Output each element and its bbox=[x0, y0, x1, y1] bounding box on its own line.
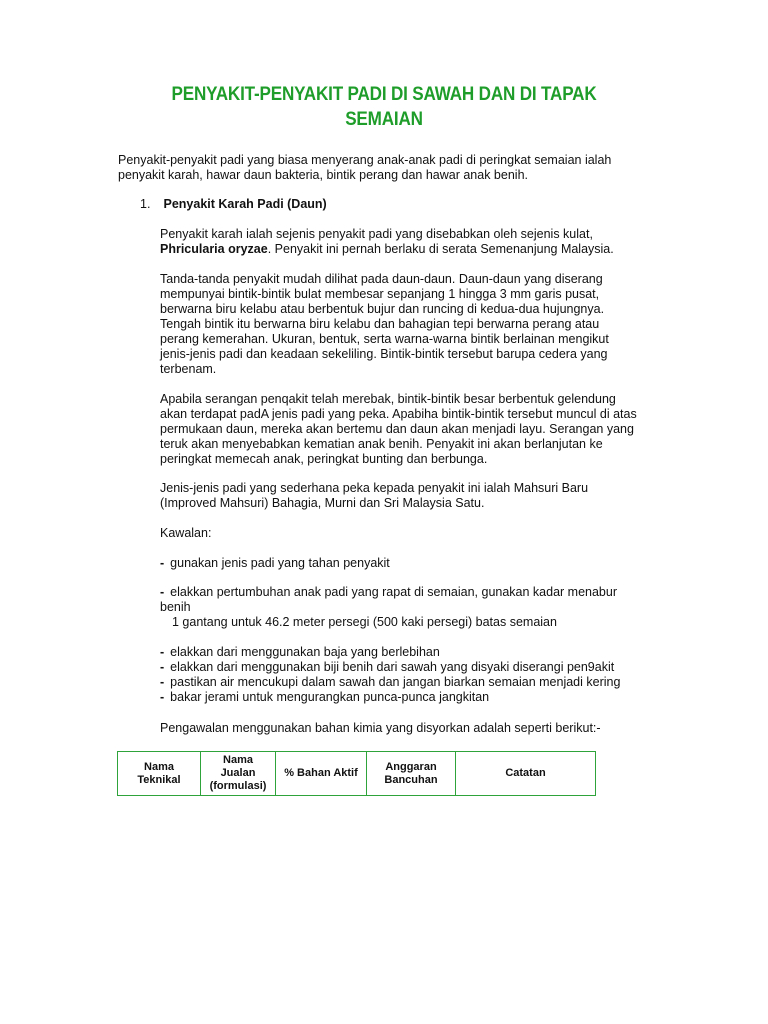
header-text: (formulasi) bbox=[209, 780, 267, 792]
title-line-1: PENYAKIT-PENYAKIT PADI DI SAWAH DAN DI TAPAK bbox=[171, 84, 597, 105]
header-mixture bbox=[367, 752, 456, 796]
control-item-text: elakkan dari menggunakan baja yang berlebihan bbox=[170, 645, 440, 659]
p1-text-a: Penyakit karah ialah sejenis penyakit padi yang disebabkan oleh sejenis kulat, bbox=[160, 227, 593, 241]
paragraph-cause bbox=[160, 227, 640, 257]
control-item bbox=[160, 660, 640, 675]
header-technical-name bbox=[118, 752, 201, 796]
control-item-text: elakkan pertumbuhan anak padi yang rapat di semaian, gunakan kadar menabur benih bbox=[160, 585, 617, 614]
control-list bbox=[160, 645, 640, 705]
paragraph-chemical-intro: Pengawalan menggunakan bahan kimia yang disyorkan adalah seperti berikut:- bbox=[160, 721, 601, 735]
paragraph-symptoms: Tanda-tanda penyakit mudah dilihat pada daun-daun. Daun-daun yang diserang mempunyai bintik-bintik bulat membesar sepanjang 1 hingga 3 mm garis pusat, berwarna biru kelabu atau berbentuk bujur dan runcing di kedua-dua hujungnya. Tengah bintik itu berwarna biru kelabu dan bahagian tepi berwarna perang atau perang kemerahan. Ukuran, bentuk, serta warna-warna bintik berlainan mengikut jenis-jenis padi dan keadaan sekeliling. Bintik-bintik tersebut barupa cedera yang terbenam. bbox=[160, 272, 609, 376]
header-text: Bancuhan bbox=[384, 773, 438, 786]
control-item-text: elakkan dari menggunakan biji benih dari sawah yang disyaki diserangi pen9akit bbox=[170, 660, 615, 674]
bullet-dash: - bbox=[160, 556, 165, 570]
bullet-dash: - bbox=[160, 585, 165, 599]
control-item-text: bakar jerami untuk mengurangkan punca-punca jangkitan bbox=[170, 690, 490, 704]
chemical-table bbox=[117, 751, 596, 796]
bullet-dash: - bbox=[160, 690, 165, 704]
control-item bbox=[160, 556, 640, 571]
intro-paragraph: Penyakit-penyakit padi yang biasa menyerang anak-anak padi di peringkat semaian ialah penyakit karah, hawar daun bakteria, bintik perang dan hawar anak benih. bbox=[118, 153, 612, 182]
paragraph-control-label: Kawalan: bbox=[160, 526, 212, 540]
control-item bbox=[160, 675, 640, 690]
control-item bbox=[160, 645, 640, 660]
control-item-text: gunakan jenis padi yang tahan penyakit bbox=[170, 556, 390, 570]
header-trade-name bbox=[201, 752, 276, 796]
control-item-continuation: 1 gantang untuk 46.2 meter persegi (500 kaki persegi) batas semaian bbox=[172, 615, 557, 629]
header-text: Teknikal bbox=[137, 773, 181, 786]
section-number: 1. bbox=[140, 197, 151, 211]
section-heading bbox=[140, 197, 327, 212]
control-item bbox=[160, 690, 640, 705]
control-item-text: pastikan air mencukupi dalam sawah dan jangan biarkan semaian menjadi kering bbox=[170, 675, 621, 689]
bullet-dash: - bbox=[160, 660, 165, 674]
header-text: Nama bbox=[144, 760, 174, 773]
control-item bbox=[160, 585, 640, 615]
section-title: Penyakit Karah Padi (Daun) bbox=[163, 197, 327, 211]
header-notes: Catatan bbox=[456, 752, 596, 796]
header-text: Anggaran bbox=[385, 760, 437, 773]
pathogen-name: Phricularia oryzae bbox=[160, 242, 268, 256]
document-title bbox=[146, 82, 621, 132]
paragraph-spread: Apabila serangan penqakit telah merebak, bintik-bintik besar berbentuk gelendung akan terdapat padA jenis padi yang peka. Apabiha bintik-bintik tersebut muncul di atas permukaan daun, mereka akan bertemu dan daun akan menjadi layu. Serangan yang teruk akan menyebabkan kematian anak benih. Penyakit ini akan berlanjutan ke peringkat memecah anak, peringkat bunting dan berbunga. bbox=[160, 392, 637, 466]
header-text: Nama bbox=[223, 754, 253, 766]
bullet-dash: - bbox=[160, 675, 165, 689]
paragraph-varieties: Jenis-jenis padi yang sederhana peka kepada penyakit ini ialah Mahsuri Baru (Improved Mahsuri) Bahagia, Murni dan Sri Malaysia Satu. bbox=[160, 481, 589, 510]
header-active-ingredient: % Bahan Aktif bbox=[276, 752, 367, 796]
header-text: Jualan bbox=[220, 767, 256, 779]
title-line-2: SEMAIAN bbox=[345, 109, 423, 130]
p1-text-b: . Penyakit ini pernah berlaku di serata Semenanjung Malaysia. bbox=[267, 242, 614, 256]
bullet-dash: - bbox=[160, 645, 165, 659]
table-header-row bbox=[118, 752, 596, 796]
